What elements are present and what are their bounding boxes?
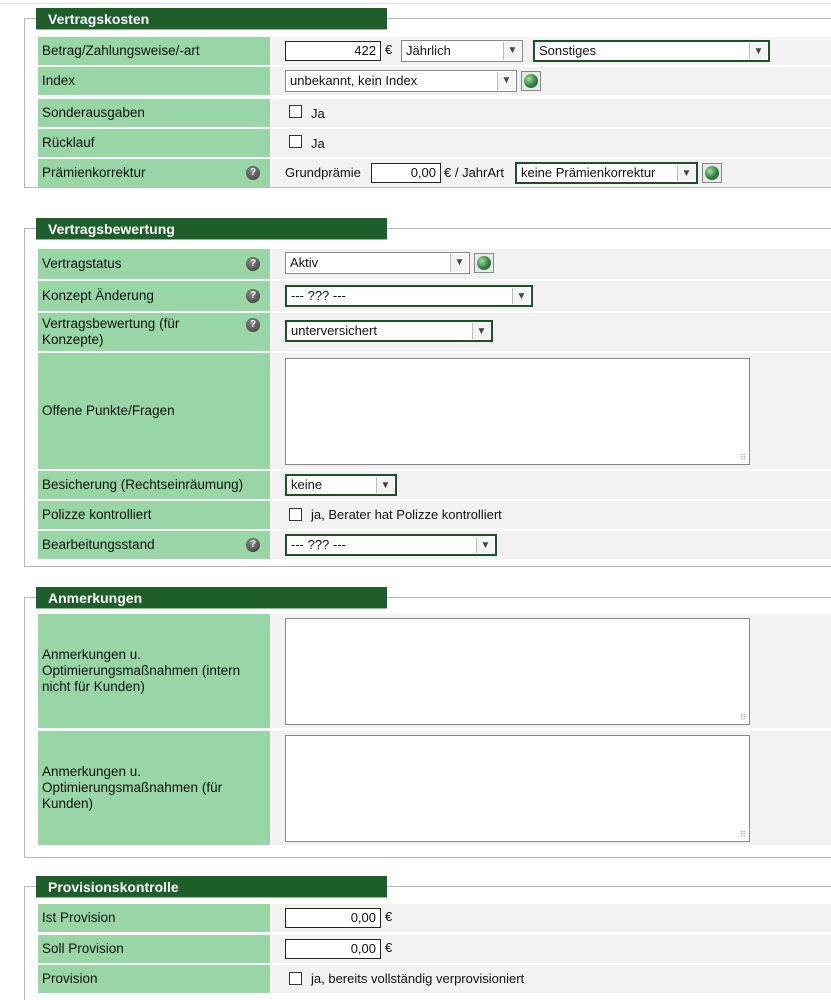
value-anmerkungen-intern [272, 614, 831, 728]
section-title-vertragsbewertung: Vertragsbewertung [36, 218, 387, 240]
label-besicherung: Besicherung (Rechtseinräumung) [38, 471, 270, 499]
praemienkorrektur-value: keine Prämienkorrektur [521, 165, 656, 180]
grundpraemie-unit: € / JahrArt [444, 165, 504, 180]
provision-checkbox-label: ja, bereits vollständig verprovisioniert [311, 971, 525, 986]
ist-provision-input[interactable]: 0,00 [285, 908, 381, 928]
chevron-down-icon: ▼ [749, 43, 767, 59]
betrag-input[interactable]: 422 [285, 41, 381, 61]
label-ruecklauf: Rücklauf [38, 129, 270, 157]
polizze-checkbox[interactable] [289, 508, 302, 521]
grundpraemie-label: Grundprämie [285, 165, 361, 180]
label-anmerkungen-intern: Anmerkungen u. Optimierungsmaßnahmen (intern nicht für Kunden) [38, 614, 270, 728]
chevron-down-icon: ▼ [512, 288, 530, 304]
chevron-down-icon: ▼ [476, 537, 494, 553]
value-bearbeitung [272, 531, 831, 559]
label-konzept: Konzept Änderung ? [38, 281, 270, 311]
vertragstatus-select[interactable] [285, 252, 470, 274]
help-icon[interactable]: ? [246, 257, 260, 271]
bewertung-value: unterversichert [291, 323, 377, 338]
grundpraemie-input[interactable]: 0,00 [371, 163, 441, 183]
value-soll-provision [272, 935, 831, 963]
anmerkungen-intern-textarea[interactable] [285, 618, 750, 725]
chevron-down-icon: ▼ [450, 254, 468, 272]
help-icon[interactable]: ? [246, 538, 260, 552]
label-anmerkungen-kunden: Anmerkungen u. Optimierungsmaßnahmen (für Kunden) [38, 731, 270, 845]
value-konzept [272, 281, 831, 311]
value-bewertung [272, 313, 831, 351]
section-title-provision: Provisionskontrolle [36, 876, 387, 898]
value-besicherung [272, 471, 831, 499]
label-polizze: Polizze kontrolliert [38, 501, 270, 529]
help-icon[interactable]: ? [246, 166, 260, 180]
zahlungsweise-value: Jährlich [406, 43, 451, 58]
globe-icon[interactable] [702, 163, 722, 183]
betrag-currency: € [385, 42, 393, 57]
value-sonderausgaben [272, 99, 831, 127]
sonderausgaben-checkbox-label: Ja [311, 106, 325, 121]
anmerkungen-kunden-textarea[interactable] [285, 735, 750, 842]
value-offene [272, 353, 831, 469]
zahlungsweise-select[interactable] [401, 40, 523, 62]
label-soll-provision: Soll Provision [38, 935, 270, 963]
polizze-checkbox-label: ja, Berater hat Polizze kontrolliert [311, 507, 502, 522]
praemienkorrektur-select[interactable] [515, 162, 698, 184]
label-betrag: Betrag/Zahlungsweise/-art [38, 37, 270, 65]
label-index: Index [38, 67, 270, 95]
vertragstatus-value: Aktiv [290, 255, 319, 270]
chevron-down-icon: ▼ [376, 477, 394, 493]
help-icon[interactable]: ? [246, 318, 260, 332]
label-offene: Offene Punkte/Fragen [38, 353, 270, 469]
zahlungsart-value: Sonstiges [539, 43, 597, 58]
bearbeitung-select[interactable] [285, 534, 497, 556]
value-ruecklauf [272, 129, 831, 157]
globe-icon[interactable] [521, 71, 541, 91]
ruecklauf-checkbox-label: Ja [311, 136, 325, 151]
value-vertragstatus [272, 249, 831, 279]
index-select[interactable] [285, 70, 517, 92]
fieldset-vertragskosten [24, 11, 831, 188]
top-divider [0, 3, 831, 4]
section-title-vertragskosten: Vertragskosten [36, 8, 387, 30]
resize-grip-icon[interactable]: ⠿ [740, 453, 746, 462]
value-polizze [272, 501, 831, 529]
value-ist-provision [272, 904, 831, 932]
index-value: unbekannt, kein Index [290, 73, 418, 88]
ist-provision-currency: € [385, 909, 393, 924]
chevron-down-icon: ▼ [503, 42, 521, 60]
help-icon[interactable]: ? [246, 289, 260, 303]
zahlungsart-select[interactable] [533, 40, 770, 62]
label-provision: Provision [38, 965, 270, 993]
value-praemienkorrektur [272, 159, 831, 187]
resize-grip-icon[interactable]: ⠿ [740, 713, 746, 722]
ruecklauf-checkbox[interactable] [289, 135, 302, 148]
value-index [272, 67, 831, 95]
soll-provision-input[interactable]: 0,00 [285, 939, 381, 959]
chevron-down-icon: ▼ [677, 165, 695, 181]
fieldset-anmerkungen [24, 590, 831, 858]
provision-checkbox[interactable] [289, 972, 302, 985]
label-vertragstatus: Vertragstatus ? [38, 249, 270, 279]
section-title-anmerkungen: Anmerkungen [36, 587, 387, 609]
value-anmerkungen-kunden [272, 731, 831, 845]
label-praemienkorrektur: Prämienkorrektur ? [38, 159, 270, 187]
label-sonderausgaben: Sonderausgaben [38, 99, 270, 127]
fieldset-vertragsbewertung [24, 221, 831, 567]
bewertung-select[interactable] [285, 320, 493, 342]
label-bewertung: Vertragsbewertung (für Konzepte) ? [38, 313, 270, 351]
offene-textarea[interactable] [285, 358, 750, 465]
value-provision [272, 965, 831, 993]
soll-provision-currency: € [385, 940, 393, 955]
fieldset-provisionskontrolle [24, 879, 831, 1000]
konzept-select[interactable] [285, 285, 533, 307]
chevron-down-icon: ▼ [472, 323, 490, 339]
chevron-down-icon: ▼ [497, 72, 515, 90]
sonderausgaben-checkbox[interactable] [289, 105, 302, 118]
konzept-value: --- ??? --- [291, 288, 346, 303]
globe-icon[interactable] [474, 253, 494, 273]
bearbeitung-value: --- ??? --- [291, 537, 346, 552]
label-ist-provision: Ist Provision [38, 904, 270, 932]
resize-grip-icon[interactable]: ⠿ [740, 830, 746, 839]
value-betrag [272, 37, 831, 65]
besicherung-select[interactable] [285, 474, 397, 496]
besicherung-value: keine [291, 477, 323, 492]
label-bearbeitung: Bearbeitungsstand ? [38, 531, 270, 559]
